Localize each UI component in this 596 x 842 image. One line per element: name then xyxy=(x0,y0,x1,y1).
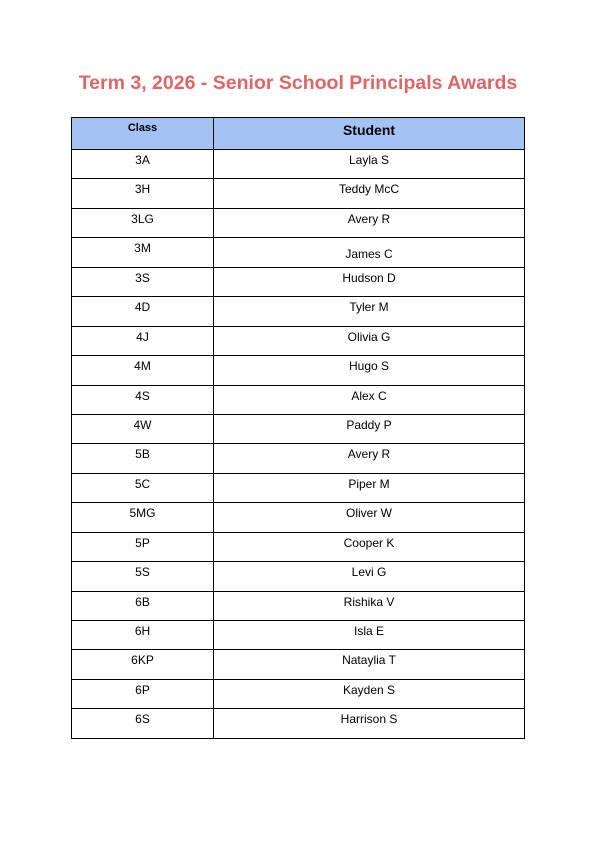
student-name: Kayden S xyxy=(342,682,396,697)
student-name: Cooper K xyxy=(343,535,395,550)
student-name: Rishika V xyxy=(343,594,395,609)
class-cell xyxy=(72,562,214,591)
table-row xyxy=(72,208,525,237)
student-cell xyxy=(214,385,525,414)
student-cell xyxy=(214,238,525,267)
class-cell xyxy=(72,679,214,708)
table-row xyxy=(72,414,525,443)
table-row xyxy=(72,591,525,620)
class-value: 3H xyxy=(134,182,151,197)
class-value: 6KP xyxy=(131,653,154,668)
class-cell xyxy=(72,650,214,679)
class-value: 5P xyxy=(135,535,150,550)
class-value: 3LG xyxy=(131,211,154,226)
student-name: Teddy McC xyxy=(338,182,400,197)
class-cell xyxy=(72,208,214,237)
class-cell xyxy=(72,444,214,473)
class-value: 3A xyxy=(135,153,150,167)
table-row xyxy=(72,385,525,414)
class-cell xyxy=(72,267,214,296)
student-name: Layla S xyxy=(348,153,390,167)
student-name: Tyler M xyxy=(349,300,389,315)
student-cell xyxy=(214,414,525,443)
class-value: 3M xyxy=(134,241,151,256)
student-name: Paddy P xyxy=(346,417,392,432)
class-value: 6B xyxy=(135,594,150,609)
student-cell xyxy=(214,503,525,532)
student-cell xyxy=(214,562,525,591)
student-cell xyxy=(214,297,525,326)
student-name: Piper M xyxy=(348,476,390,491)
table-row xyxy=(72,179,525,208)
table-row xyxy=(72,297,525,326)
student-name: Harrison S xyxy=(340,712,398,727)
table-row xyxy=(72,326,525,355)
table-row xyxy=(72,532,525,561)
table-row xyxy=(72,621,525,650)
student-cell xyxy=(214,267,525,296)
class-cell xyxy=(72,326,214,355)
class-value: 3S xyxy=(135,270,150,285)
student-cell xyxy=(214,621,525,650)
class-value: 5MG xyxy=(129,506,156,521)
awards-table xyxy=(71,117,525,739)
class-cell xyxy=(72,297,214,326)
table-row xyxy=(72,444,525,473)
student-cell xyxy=(214,356,525,385)
class-cell xyxy=(72,356,214,385)
student-name: Avery R xyxy=(347,447,391,462)
student-name: Isla E xyxy=(353,624,384,638)
student-cell xyxy=(214,679,525,708)
student-cell xyxy=(214,591,525,620)
student-name: Nataylia T xyxy=(342,653,396,668)
table-row xyxy=(72,150,525,179)
column-header-class-label: Class xyxy=(127,122,158,134)
table-row xyxy=(72,709,525,738)
table-row xyxy=(72,562,525,591)
student-cell xyxy=(214,650,525,679)
header-row xyxy=(72,118,525,150)
student-cell xyxy=(214,326,525,355)
table-header xyxy=(72,118,525,150)
column-header-class xyxy=(72,118,214,150)
table-row xyxy=(72,473,525,502)
table-row xyxy=(72,679,525,708)
student-cell xyxy=(214,709,525,738)
student-name: Olivia G xyxy=(347,329,391,344)
class-value: 4D xyxy=(134,300,151,315)
class-cell xyxy=(72,385,214,414)
class-cell xyxy=(72,591,214,620)
class-value: 4M xyxy=(134,359,151,374)
student-name: Avery R xyxy=(347,211,391,226)
class-value: 6P xyxy=(135,682,150,697)
class-cell xyxy=(72,414,214,443)
table-row xyxy=(72,267,525,296)
student-cell xyxy=(214,444,525,473)
student-name: Alex C xyxy=(351,388,387,403)
class-cell xyxy=(72,238,214,267)
class-value: 5S xyxy=(135,565,150,580)
table-row xyxy=(72,503,525,532)
page-title: Term 3, 2026 - Senior School Principals Awards xyxy=(78,72,518,94)
class-value: 4S xyxy=(135,388,150,403)
student-cell xyxy=(214,208,525,237)
student-cell xyxy=(214,532,525,561)
class-value: 4W xyxy=(133,417,152,432)
class-cell xyxy=(72,503,214,532)
table-row xyxy=(72,238,525,267)
class-value: 6H xyxy=(134,624,151,638)
class-value: 5B xyxy=(135,447,150,462)
class-cell xyxy=(72,709,214,738)
student-name: Hugo S xyxy=(348,359,390,374)
student-cell xyxy=(214,150,525,179)
column-header-student-label: Student xyxy=(342,122,396,138)
class-cell xyxy=(72,150,214,179)
student-name: Hudson D xyxy=(342,270,396,285)
student-name: James C xyxy=(345,247,393,262)
class-cell xyxy=(72,473,214,502)
class-value: 4J xyxy=(136,329,149,344)
table-row xyxy=(72,650,525,679)
student-cell xyxy=(214,473,525,502)
class-value: 5C xyxy=(134,476,151,491)
student-cell xyxy=(214,179,525,208)
class-cell xyxy=(72,621,214,650)
column-header-student xyxy=(214,118,525,150)
class-cell xyxy=(72,179,214,208)
student-name: Oliver W xyxy=(346,506,392,521)
class-cell xyxy=(72,532,214,561)
class-value: 6S xyxy=(135,712,150,727)
table-body xyxy=(72,150,525,739)
table-row xyxy=(72,356,525,385)
student-name: Levi G xyxy=(351,565,387,580)
